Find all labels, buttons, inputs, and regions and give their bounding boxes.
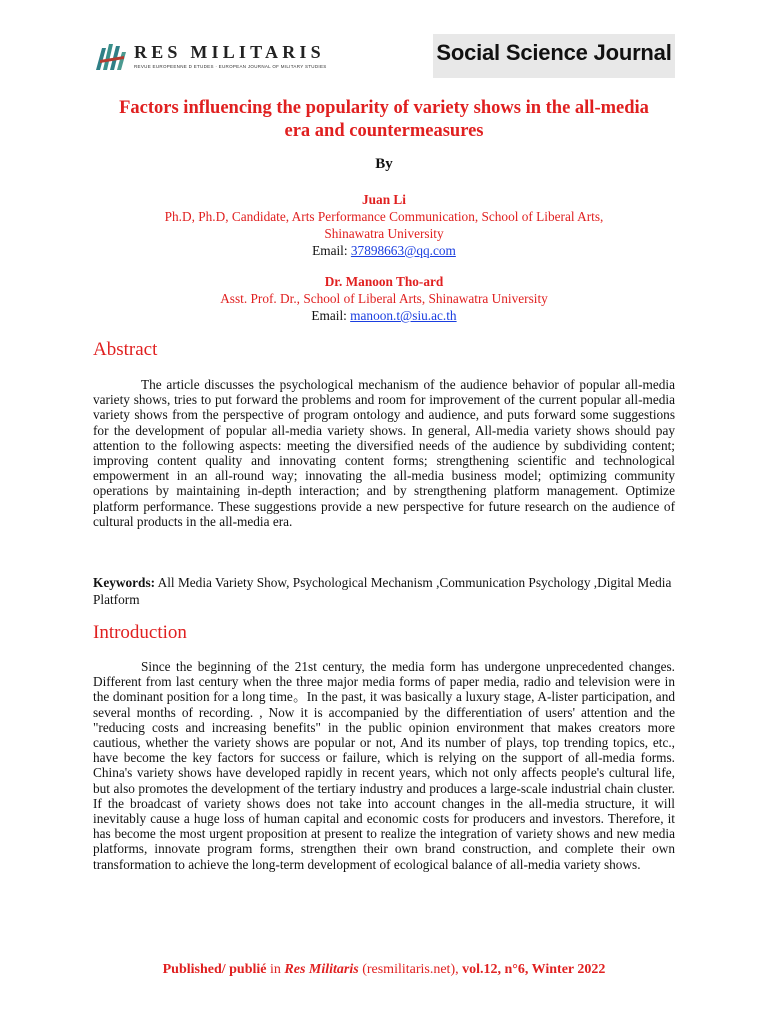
- email-label: Email:: [312, 243, 351, 258]
- author-block-1: [0, 191, 768, 259]
- author-email-line: [0, 307, 768, 324]
- by-label: By: [375, 156, 393, 172]
- publication-footer: [0, 962, 768, 978]
- page-header: [0, 0, 768, 90]
- email-label: Email:: [311, 308, 351, 323]
- brand-name: RES MILITARIS: [134, 42, 325, 62]
- author-email-link[interactable]: manoon.t@siu.ac.th: [350, 308, 457, 323]
- abstract-paragraph: The article discusses the psychological mechanism of the audience behavior of popular all-media variety shows, tries to put forward the problems and room for improvement of the current popular all-media variety shows from the perspective of program ontology and audience, and puts forward some suggestions for the development of popular all-media variety shows. In general, All-media variety shows should pay attention to the following aspects: meeting the diversified needs of the audience by subdividing content; improving content quality and innovating content forms; strengthening scientific and technological empowerment in an all-round way; innovating the all-media business model; optimizing community operations by maintaining in-depth interaction; and by strengthening platform management. Optimize platform performance. These suggestions provide a new perspective for future research on the audience of cultural products in the all-media era.: [93, 377, 675, 529]
- author-email-link[interactable]: 37898663@qq.com: [350, 243, 456, 258]
- author-affiliation-line2: Shinawatra University: [324, 226, 444, 241]
- author-affiliation: Asst. Prof. Dr., School of Liberal Arts, Shinawatra University: [220, 291, 548, 306]
- abstract-heading: Abstract: [93, 339, 158, 360]
- keywords-text: All Media Variety Show, Psychological Mechanism ,Communication Psychology ,Digital Media Platform: [93, 575, 672, 607]
- footer-volume: vol.12, n°6, Winter 2022: [462, 962, 606, 977]
- footer-site: (resmilitaris.net),: [358, 962, 463, 977]
- introduction-heading: Introduction: [93, 622, 187, 643]
- author-email-line: [0, 242, 768, 259]
- brand-subtitle: REVUE EUROPEENNE D ETUDES · EUROPEAN JOURNAL OF MILITARY STUDIES: [134, 64, 327, 69]
- paper-title: Factors influencing the popularity of variety shows in the all-media era and countermeasures: [119, 98, 649, 141]
- journal-banner: [433, 34, 675, 78]
- keywords: [93, 574, 675, 608]
- author-affiliation: Ph.D, Ph.D, Candidate, Arts Performance Communication, School of Liberal Arts,: [164, 209, 604, 224]
- introduction-paragraph: Since the beginning of the 21st century, the media form has undergone unprecedented changes. Different from last century when the three major media forms of paper media, radio and television were in the dominant position for a long time。In the past, it was basically a luxury stage, A-lister participation, and several months of recording. , Now it is accompanied by the differentiation of users' attention and the "reducing costs and increasing benefits" in the public opinion environment that makes creators more cautious, whether the variety shows are popular or not, And its number of plays, top trending topics, etc., have become the key factors for success or failure, which is relying on the support of all-media forms. China's variety shows have developed rapidly in recent years, which not only affects people's cultural life, but also promotes the development of the tertiary industry and produces a large-scale industrial chain cluster. If the broadcast of variety shows does not take into account changes in the all-media structure, it will inevitably cause a huge loss of human capital and economic costs for producers and investors. Therefore, it has become the most urgent proposition at present to realize the integration of variety shows and new media platforms, innovate program forms, strengthen their own brand construction, and complete their own transformation to achieve the long-term development of ecological balance of all-media variety shows.: [93, 659, 675, 872]
- footer-journal: Res Militaris: [284, 962, 359, 977]
- footer-in: in: [266, 962, 285, 977]
- author-name: Juan Li: [362, 192, 406, 207]
- published-label: Published/ publié: [162, 962, 267, 977]
- keywords-label: Keywords:: [93, 575, 156, 590]
- author-name: Dr. Manoon Tho-ard: [324, 274, 444, 289]
- res-militaris-logo-icon: [94, 40, 128, 74]
- author-block-2: [0, 273, 768, 324]
- journal-name: Social Science Journal: [436, 40, 672, 65]
